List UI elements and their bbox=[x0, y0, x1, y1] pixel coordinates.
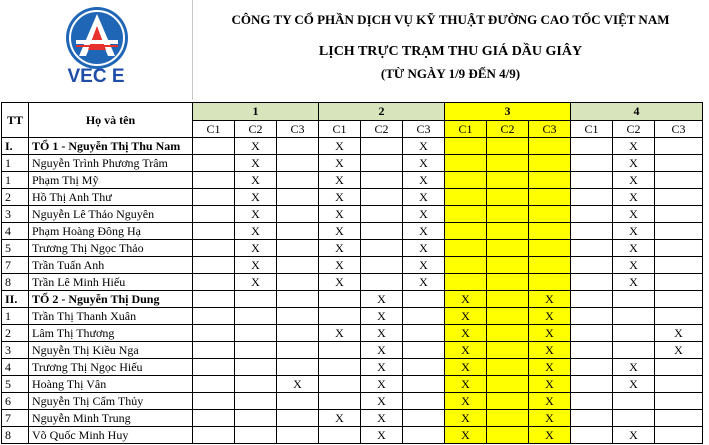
shift-cell[interactable] bbox=[361, 257, 403, 274]
row-number: 1 bbox=[2, 308, 29, 325]
member-name: Trần Tuấn Anh bbox=[29, 257, 193, 274]
shift-header: C3 bbox=[277, 121, 319, 138]
shift-cell[interactable] bbox=[403, 291, 445, 308]
member-name: Nguyễn Thị Kiều Nga bbox=[29, 342, 193, 359]
shift-cell[interactable] bbox=[361, 274, 403, 291]
member-name: Nguyễn Trình Phương Trâm bbox=[29, 155, 193, 172]
shift-cell[interactable]: X bbox=[529, 308, 571, 325]
member-row bbox=[2, 427, 703, 444]
member-name: Nguyễn Thị Cẩm Thủy bbox=[29, 393, 193, 410]
shift-cell[interactable] bbox=[193, 138, 235, 155]
shift-cell[interactable] bbox=[445, 206, 487, 223]
shift-cell[interactable]: X bbox=[613, 427, 655, 444]
member-name: Nguyễn Lê Thảo Nguyên bbox=[29, 206, 193, 223]
day-header-row bbox=[2, 103, 703, 121]
shift-cell[interactable] bbox=[235, 359, 277, 376]
shift-cell[interactable] bbox=[487, 257, 529, 274]
duty-roster-table bbox=[1, 102, 703, 444]
shift-cell[interactable] bbox=[487, 138, 529, 155]
shift-cell[interactable] bbox=[571, 240, 613, 257]
shift-cell[interactable] bbox=[529, 223, 571, 240]
col-name-header: Họ và tên bbox=[29, 103, 193, 138]
shift-cell[interactable] bbox=[613, 325, 655, 342]
shift-cell[interactable]: X bbox=[445, 376, 487, 393]
group-leader-row bbox=[2, 291, 703, 308]
col-tt-header: TT bbox=[2, 103, 29, 138]
shift-cell[interactable] bbox=[655, 257, 703, 274]
roster-body bbox=[2, 138, 703, 444]
shift-cell[interactable] bbox=[487, 410, 529, 427]
shift-cell[interactable] bbox=[277, 155, 319, 172]
shift-cell[interactable] bbox=[487, 274, 529, 291]
shift-cell[interactable]: X bbox=[613, 172, 655, 189]
shift-cell[interactable] bbox=[277, 393, 319, 410]
shift-cell[interactable] bbox=[529, 172, 571, 189]
shift-cell[interactable] bbox=[403, 393, 445, 410]
member-name: Phạm Hoàng Đông Hạ bbox=[29, 223, 193, 240]
shift-cell[interactable]: X bbox=[319, 257, 361, 274]
member-name: Trương Thị Ngọc Thảo bbox=[29, 240, 193, 257]
shift-cell[interactable] bbox=[655, 223, 703, 240]
shift-cell[interactable]: X bbox=[403, 138, 445, 155]
shift-cell[interactable]: X bbox=[445, 427, 487, 444]
shift-cell[interactable] bbox=[487, 325, 529, 342]
shift-cell[interactable] bbox=[529, 206, 571, 223]
shift-cell[interactable]: X bbox=[613, 274, 655, 291]
shift-cell[interactable]: X bbox=[445, 325, 487, 342]
member-name: Nguyễn Minh Trung bbox=[29, 410, 193, 427]
shift-cell[interactable]: X bbox=[445, 410, 487, 427]
member-name: Lâm Thị Thương bbox=[29, 325, 193, 342]
shift-cell[interactable]: X bbox=[529, 393, 571, 410]
shift-cell[interactable] bbox=[193, 257, 235, 274]
day-header: 1 bbox=[193, 103, 319, 121]
member-name: Hồ Thị Anh Thư bbox=[29, 189, 193, 206]
shift-cell[interactable] bbox=[571, 155, 613, 172]
shift-cell[interactable] bbox=[655, 189, 703, 206]
shift-cell[interactable] bbox=[571, 308, 613, 325]
shift-header: C1 bbox=[193, 121, 235, 138]
shift-cell[interactable]: X bbox=[361, 410, 403, 427]
shift-cell[interactable] bbox=[361, 155, 403, 172]
shift-cell[interactable] bbox=[319, 342, 361, 359]
shift-cell[interactable]: X bbox=[403, 155, 445, 172]
shift-cell[interactable] bbox=[193, 325, 235, 342]
shift-cell[interactable] bbox=[403, 376, 445, 393]
shift-cell[interactable]: X bbox=[361, 291, 403, 308]
shift-cell[interactable] bbox=[445, 155, 487, 172]
member-name: Phạm Thị Mỹ bbox=[29, 172, 193, 189]
shift-cell[interactable] bbox=[655, 393, 703, 410]
shift-cell[interactable]: X bbox=[529, 325, 571, 342]
shift-cell[interactable] bbox=[571, 376, 613, 393]
shift-cell[interactable]: X bbox=[319, 223, 361, 240]
shift-cell[interactable] bbox=[655, 376, 703, 393]
shift-cell[interactable] bbox=[277, 223, 319, 240]
shift-header: C1 bbox=[319, 121, 361, 138]
row-number: 3 bbox=[2, 342, 29, 359]
shift-cell[interactable] bbox=[235, 410, 277, 427]
shift-cell[interactable] bbox=[487, 376, 529, 393]
shift-cell[interactable] bbox=[277, 359, 319, 376]
shift-cell[interactable]: X bbox=[235, 274, 277, 291]
shift-cell[interactable] bbox=[235, 393, 277, 410]
shift-cell[interactable] bbox=[277, 138, 319, 155]
day-header: 2 bbox=[319, 103, 445, 121]
shift-cell[interactable] bbox=[277, 240, 319, 257]
row-number: 5 bbox=[2, 376, 29, 393]
member-row bbox=[2, 308, 703, 325]
day-header: 4 bbox=[571, 103, 703, 121]
shift-cell[interactable] bbox=[193, 172, 235, 189]
shift-cell[interactable] bbox=[571, 206, 613, 223]
shift-cell[interactable]: X bbox=[361, 342, 403, 359]
shift-cell[interactable]: X bbox=[613, 376, 655, 393]
shift-cell[interactable]: X bbox=[361, 376, 403, 393]
shift-cell[interactable] bbox=[319, 376, 361, 393]
member-row bbox=[2, 206, 703, 223]
shift-cell[interactable]: X bbox=[277, 376, 319, 393]
member-name: Trần Thị Thanh Xuân bbox=[29, 308, 193, 325]
shift-cell[interactable] bbox=[571, 342, 613, 359]
shift-cell[interactable] bbox=[193, 376, 235, 393]
member-name: Trương Thị Ngọc Hiếu bbox=[29, 359, 193, 376]
shift-cell[interactable] bbox=[361, 189, 403, 206]
shift-cell[interactable] bbox=[571, 291, 613, 308]
shift-cell[interactable]: X bbox=[445, 359, 487, 376]
member-row bbox=[2, 223, 703, 240]
shift-cell[interactable]: X bbox=[445, 308, 487, 325]
shift-cell[interactable] bbox=[529, 189, 571, 206]
shift-cell[interactable]: X bbox=[613, 155, 655, 172]
shift-cell[interactable] bbox=[403, 308, 445, 325]
shift-header: C1 bbox=[571, 121, 613, 138]
row-number: 8 bbox=[2, 427, 29, 444]
row-number: 5 bbox=[2, 240, 29, 257]
shift-cell[interactable] bbox=[571, 172, 613, 189]
group-leader-name: TỔ 2 - Nguyễn Thị Dung bbox=[29, 291, 193, 308]
shift-cell[interactable] bbox=[655, 240, 703, 257]
shift-header: C2 bbox=[487, 121, 529, 138]
shift-cell[interactable] bbox=[319, 308, 361, 325]
page-title: LỊCH TRỰC TRẠM THU GIÁ DẦU GIÂY bbox=[318, 44, 583, 59]
member-row bbox=[2, 342, 703, 359]
shift-header: C3 bbox=[655, 121, 703, 138]
shift-cell[interactable] bbox=[571, 410, 613, 427]
shift-cell[interactable] bbox=[277, 206, 319, 223]
shift-header: C1 bbox=[445, 121, 487, 138]
logo-text: VEC E bbox=[67, 66, 125, 87]
shift-cell[interactable]: X bbox=[235, 138, 277, 155]
shift-cell[interactable] bbox=[655, 291, 703, 308]
member-row bbox=[2, 172, 703, 189]
shift-cell[interactable] bbox=[445, 257, 487, 274]
shift-header: C3 bbox=[529, 121, 571, 138]
row-number: 4 bbox=[2, 223, 29, 240]
shift-cell[interactable]: X bbox=[319, 189, 361, 206]
shift-cell[interactable]: X bbox=[319, 138, 361, 155]
member-row bbox=[2, 274, 703, 291]
shift-cell[interactable] bbox=[277, 342, 319, 359]
shift-cell[interactable] bbox=[235, 325, 277, 342]
shift-cell[interactable] bbox=[487, 427, 529, 444]
shift-cell[interactable] bbox=[277, 308, 319, 325]
shift-cell[interactable] bbox=[277, 257, 319, 274]
shift-cell[interactable] bbox=[655, 308, 703, 325]
shift-cell[interactable] bbox=[571, 393, 613, 410]
shift-cell[interactable] bbox=[571, 189, 613, 206]
shift-cell[interactable]: X bbox=[529, 410, 571, 427]
shift-cell[interactable]: X bbox=[613, 138, 655, 155]
shift-cell[interactable] bbox=[571, 359, 613, 376]
row-number: 8 bbox=[2, 274, 29, 291]
shift-cell[interactable] bbox=[445, 138, 487, 155]
shift-cell[interactable] bbox=[571, 427, 613, 444]
shift-cell[interactable] bbox=[403, 427, 445, 444]
shift-cell[interactable] bbox=[487, 189, 529, 206]
member-row bbox=[2, 325, 703, 342]
shift-cell[interactable]: X bbox=[319, 155, 361, 172]
row-number: 2 bbox=[2, 325, 29, 342]
shift-cell[interactable] bbox=[403, 359, 445, 376]
shift-cell[interactable] bbox=[193, 291, 235, 308]
shift-cell[interactable] bbox=[571, 257, 613, 274]
shift-cell[interactable] bbox=[403, 410, 445, 427]
shift-cell[interactable] bbox=[487, 240, 529, 257]
shift-cell[interactable]: X bbox=[613, 359, 655, 376]
shift-header: C2 bbox=[613, 121, 655, 138]
shift-cell[interactable]: X bbox=[361, 359, 403, 376]
shift-cell[interactable] bbox=[361, 206, 403, 223]
shift-cell[interactable] bbox=[445, 274, 487, 291]
shift-cell[interactable] bbox=[193, 359, 235, 376]
member-row bbox=[2, 189, 703, 206]
member-row bbox=[2, 376, 703, 393]
shift-cell[interactable]: X bbox=[319, 325, 361, 342]
shift-cell[interactable] bbox=[487, 291, 529, 308]
shift-cell[interactable]: X bbox=[403, 206, 445, 223]
shift-cell[interactable]: X bbox=[529, 359, 571, 376]
shift-cell[interactable] bbox=[571, 223, 613, 240]
shift-cell[interactable] bbox=[193, 223, 235, 240]
shift-header: C3 bbox=[403, 121, 445, 138]
shift-cell[interactable] bbox=[277, 291, 319, 308]
shift-cell[interactable] bbox=[361, 172, 403, 189]
shift-cell[interactable]: X bbox=[445, 393, 487, 410]
shift-cell[interactable]: X bbox=[403, 257, 445, 274]
member-row bbox=[2, 393, 703, 410]
shift-cell[interactable]: X bbox=[445, 342, 487, 359]
row-number: 3 bbox=[2, 206, 29, 223]
shift-cell[interactable] bbox=[277, 325, 319, 342]
shift-cell[interactable] bbox=[445, 172, 487, 189]
shift-cell[interactable] bbox=[193, 427, 235, 444]
shift-header: C2 bbox=[361, 121, 403, 138]
shift-cell[interactable] bbox=[487, 359, 529, 376]
shift-cell[interactable] bbox=[235, 291, 277, 308]
row-number: II. bbox=[2, 291, 29, 308]
row-number: 4 bbox=[2, 359, 29, 376]
member-name: Võ Quốc Minh Huy bbox=[29, 427, 193, 444]
shift-cell[interactable] bbox=[529, 155, 571, 172]
shift-cell[interactable] bbox=[193, 206, 235, 223]
shift-cell[interactable] bbox=[193, 308, 235, 325]
member-name: Hoàng Thị Vân bbox=[29, 376, 193, 393]
shift-cell[interactable] bbox=[613, 308, 655, 325]
shift-cell[interactable] bbox=[235, 427, 277, 444]
shift-cell[interactable] bbox=[277, 427, 319, 444]
row-number: 1 bbox=[2, 155, 29, 172]
shift-cell[interactable] bbox=[403, 342, 445, 359]
row-number: 7 bbox=[2, 257, 29, 274]
shift-cell[interactable] bbox=[319, 427, 361, 444]
shift-header: C2 bbox=[235, 121, 277, 138]
logo-area bbox=[0, 0, 192, 100]
shift-cell[interactable] bbox=[361, 240, 403, 257]
row-number: 6 bbox=[2, 393, 29, 410]
shift-cell[interactable] bbox=[487, 206, 529, 223]
shift-cell[interactable]: X bbox=[403, 240, 445, 257]
shift-cell[interactable] bbox=[235, 308, 277, 325]
shift-cell[interactable]: X bbox=[613, 223, 655, 240]
shift-cell[interactable] bbox=[277, 189, 319, 206]
shift-cell[interactable]: X bbox=[445, 291, 487, 308]
shift-cell[interactable]: X bbox=[529, 342, 571, 359]
shift-cell[interactable] bbox=[655, 155, 703, 172]
shift-cell[interactable] bbox=[277, 410, 319, 427]
shift-cell[interactable]: X bbox=[235, 257, 277, 274]
shift-cell[interactable]: X bbox=[319, 240, 361, 257]
shift-cell[interactable]: X bbox=[235, 223, 277, 240]
shift-cell[interactable]: X bbox=[403, 274, 445, 291]
shift-cell[interactable]: X bbox=[235, 172, 277, 189]
shift-cell[interactable] bbox=[319, 359, 361, 376]
shift-cell[interactable]: X bbox=[529, 427, 571, 444]
header-text bbox=[192, 0, 709, 100]
shift-cell[interactable]: X bbox=[235, 240, 277, 257]
shift-cell[interactable] bbox=[529, 274, 571, 291]
day-header: 3 bbox=[445, 103, 571, 121]
shift-cell[interactable]: X bbox=[529, 291, 571, 308]
shift-cell[interactable] bbox=[613, 342, 655, 359]
shift-cell[interactable] bbox=[193, 393, 235, 410]
shift-cell[interactable] bbox=[193, 155, 235, 172]
shift-cell[interactable]: X bbox=[403, 189, 445, 206]
shift-cell[interactable] bbox=[655, 138, 703, 155]
company-name: CÔNG TY CỔ PHẦN DỊCH VỤ KỸ THUẬT ĐƯỜNG CAO TỐC VIỆT NAM bbox=[231, 12, 670, 27]
shift-cell[interactable]: X bbox=[361, 427, 403, 444]
member-row bbox=[2, 257, 703, 274]
shift-cell[interactable]: X bbox=[361, 393, 403, 410]
shift-cell[interactable] bbox=[193, 342, 235, 359]
member-row bbox=[2, 240, 703, 257]
row-number: 2 bbox=[2, 189, 29, 206]
shift-cell[interactable] bbox=[487, 155, 529, 172]
shift-cell[interactable]: X bbox=[403, 223, 445, 240]
shift-cell[interactable] bbox=[277, 172, 319, 189]
shift-cell[interactable] bbox=[655, 410, 703, 427]
shift-cell[interactable] bbox=[655, 206, 703, 223]
shift-cell[interactable] bbox=[529, 138, 571, 155]
shift-cell[interactable]: X bbox=[319, 274, 361, 291]
shift-cell[interactable] bbox=[193, 410, 235, 427]
member-name: Trần Lê Minh Hiếu bbox=[29, 274, 193, 291]
shift-cell[interactable] bbox=[613, 393, 655, 410]
shift-cell[interactable] bbox=[655, 172, 703, 189]
shift-cell[interactable] bbox=[529, 240, 571, 257]
shift-cell[interactable] bbox=[361, 138, 403, 155]
shift-cell[interactable] bbox=[193, 189, 235, 206]
shift-cell[interactable]: X bbox=[361, 325, 403, 342]
row-number: 1 bbox=[2, 172, 29, 189]
shift-cell[interactable] bbox=[361, 223, 403, 240]
page-subtitle: (TỪ NGÀY 1/9 ĐẾN 4/9) bbox=[380, 66, 521, 81]
shift-cell[interactable] bbox=[235, 376, 277, 393]
member-row bbox=[2, 410, 703, 427]
shift-cell[interactable] bbox=[319, 291, 361, 308]
shift-cell[interactable]: X bbox=[235, 206, 277, 223]
shift-cell[interactable] bbox=[193, 240, 235, 257]
shift-cell[interactable] bbox=[571, 274, 613, 291]
shift-cell[interactable] bbox=[487, 342, 529, 359]
shift-cell[interactable]: X bbox=[529, 376, 571, 393]
shift-cell[interactable] bbox=[613, 410, 655, 427]
shift-cell[interactable] bbox=[487, 393, 529, 410]
shift-cell[interactable] bbox=[655, 427, 703, 444]
member-row bbox=[2, 359, 703, 376]
shift-cell[interactable] bbox=[571, 138, 613, 155]
shift-cell[interactable]: X bbox=[613, 206, 655, 223]
member-row bbox=[2, 155, 703, 172]
shift-cell[interactable]: X bbox=[319, 206, 361, 223]
shift-cell[interactable] bbox=[487, 308, 529, 325]
shift-cell[interactable] bbox=[403, 325, 445, 342]
shift-cell[interactable] bbox=[235, 342, 277, 359]
shift-cell[interactable] bbox=[487, 172, 529, 189]
shift-cell[interactable]: X bbox=[613, 189, 655, 206]
shift-cell[interactable] bbox=[487, 223, 529, 240]
group-leader-name: TỔ 1 - Nguyễn Thị Thu Nam bbox=[29, 138, 193, 155]
shift-cell[interactable] bbox=[277, 274, 319, 291]
shift-cell[interactable] bbox=[529, 257, 571, 274]
shift-cell[interactable]: X bbox=[655, 325, 703, 342]
shift-cell[interactable] bbox=[655, 359, 703, 376]
shift-cell[interactable] bbox=[571, 325, 613, 342]
shift-cell[interactable] bbox=[319, 393, 361, 410]
shift-cell[interactable]: X bbox=[613, 240, 655, 257]
shift-cell[interactable] bbox=[655, 274, 703, 291]
row-number: I. bbox=[2, 138, 29, 155]
shift-cell[interactable] bbox=[613, 291, 655, 308]
shift-cell[interactable] bbox=[445, 223, 487, 240]
row-number: 7 bbox=[2, 410, 29, 427]
shift-cell[interactable]: X bbox=[361, 308, 403, 325]
shift-cell[interactable]: X bbox=[235, 155, 277, 172]
shift-cell[interactable]: X bbox=[235, 189, 277, 206]
shift-cell[interactable]: X bbox=[613, 257, 655, 274]
shift-cell[interactable]: X bbox=[319, 410, 361, 427]
shift-cell[interactable] bbox=[445, 189, 487, 206]
shift-cell[interactable]: X bbox=[403, 172, 445, 189]
shift-cell[interactable] bbox=[445, 240, 487, 257]
shift-cell[interactable]: X bbox=[319, 172, 361, 189]
shift-cell[interactable] bbox=[193, 274, 235, 291]
shift-cell[interactable]: X bbox=[655, 342, 703, 359]
group-leader-row bbox=[2, 138, 703, 155]
